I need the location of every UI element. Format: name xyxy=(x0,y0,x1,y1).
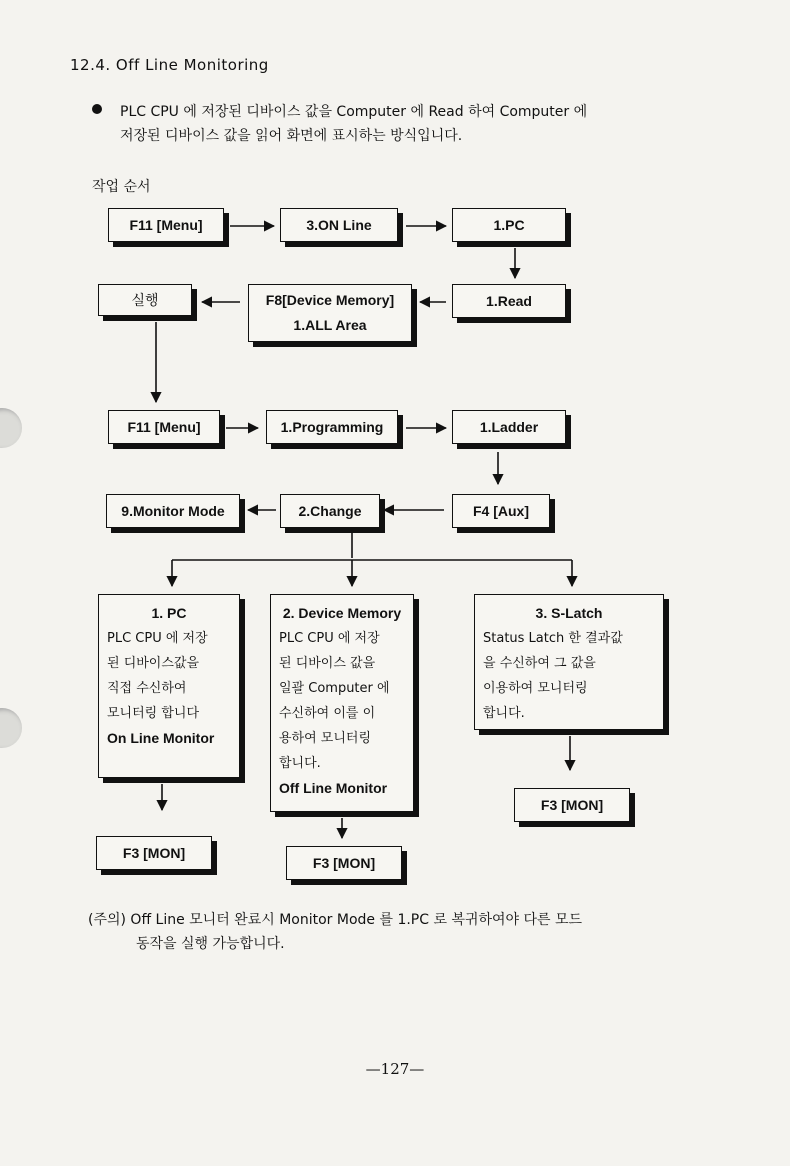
mon-button-slatch: F3 [MON] xyxy=(514,788,630,822)
option-pc xyxy=(98,594,240,778)
intro-line-1: PLC CPU 에 저장된 디바이스 값을 Computer 에 Read 하여 Computer 에 xyxy=(120,104,588,120)
step-execute: 실행 xyxy=(98,284,192,316)
step-monitor-mode: 9.Monitor Mode xyxy=(106,494,240,528)
step-f11-menu-2: F11 [Menu] xyxy=(108,410,220,444)
mon-button-device-memory: F3 [MON] xyxy=(286,846,402,880)
step-read: 1.Read xyxy=(452,284,566,318)
step-programming: 1.Programming xyxy=(266,410,398,444)
option-device-memory xyxy=(270,594,414,812)
step-ladder: 1.Ladder xyxy=(452,410,566,444)
intro-line-2: 저장된 디바이스 값을 읽어 화면에 표시하는 방식입니다. xyxy=(120,128,463,144)
section-title: 12.4. Off Line Monitoring xyxy=(70,56,269,74)
option-slatch xyxy=(474,594,664,730)
option-device-memory-description: PLC CPU 에 저장 된 디바이스 값을 일괄 Computer 에 수신하여 이를 이 용하여 모니터링 합니다. xyxy=(279,631,390,771)
option-pc-description: PLC CPU 에 저장 된 디바이스값을 직접 수신하여 모니터링 합니다 xyxy=(107,631,208,721)
page-number: —127— xyxy=(365,1060,425,1078)
steps-label: 작업 순서 xyxy=(92,179,151,195)
caution-note-line1: (주의) Off Line 모니터 완료시 Monitor Mode 를 1.PC 로 복귀하여야 다른 모드 xyxy=(88,912,583,928)
option-pc-mode: On Line Monitor xyxy=(107,730,215,746)
option-slatch-title: 3. S-Latch xyxy=(535,605,603,621)
step-device-memory xyxy=(248,284,412,342)
step-device-memory-line1: F8[Device Memory] xyxy=(265,292,395,308)
mon-button-pc: F3 [MON] xyxy=(96,836,212,870)
step-device-memory-line2: 1.ALL Area xyxy=(293,317,367,333)
option-slatch-description: Status Latch 한 결과값 을 수신하여 그 값을 이용하여 모니터링 합니다. xyxy=(483,631,623,721)
step-pc: 1.PC xyxy=(452,208,566,242)
option-pc-title: 1. PC xyxy=(151,605,187,621)
step-f4-aux: F4 [Aux] xyxy=(452,494,550,528)
option-device-memory-mode: Off Line Monitor xyxy=(279,780,388,796)
step-on-line: 3.ON Line xyxy=(280,208,398,242)
step-f11-menu: F11 [Menu] xyxy=(108,208,224,242)
caution-note xyxy=(88,908,688,956)
caution-note-line2: 동작을 실행 가능합니다. xyxy=(136,936,285,952)
step-change: 2.Change xyxy=(280,494,380,528)
option-device-memory-title: 2. Device Memory xyxy=(282,605,402,621)
